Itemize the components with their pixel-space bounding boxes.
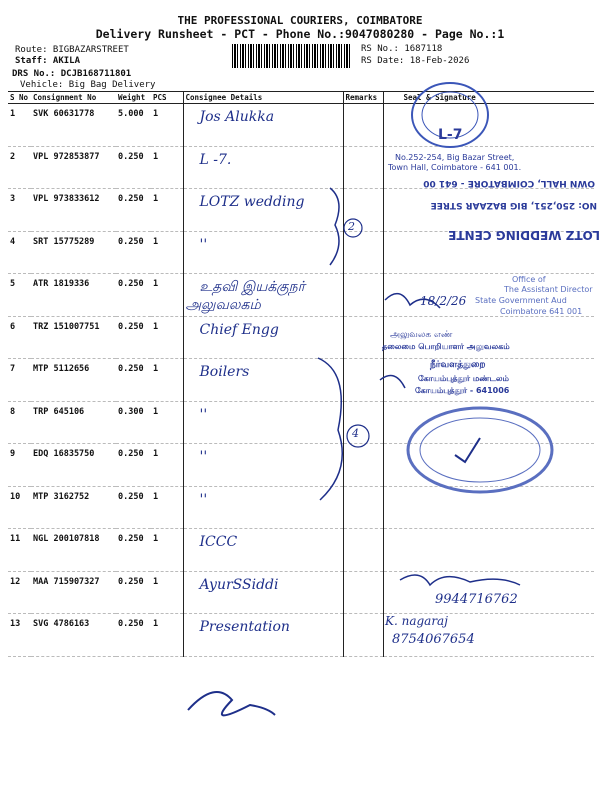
phone-row-12: 9944716762 [435, 592, 518, 607]
row-weight-text: 0.250 [118, 236, 144, 247]
row-sno-text: 2 [10, 151, 16, 162]
row-pcs-text: 1 [153, 449, 159, 459]
lotz-stamp-line1: LOTZ WEDDING CENTE [448, 228, 600, 242]
signature-row-7 [380, 376, 405, 389]
row-consignment-text: VPL 973833612 [33, 194, 100, 204]
row-consignee-text: L -7. [199, 151, 232, 168]
row-pcs-text: 1 [153, 534, 159, 544]
row-consignee-text: Boilers [199, 364, 250, 380]
staff-label: Staff: AKILA [15, 56, 81, 66]
col-consignee: Consignee Details [183, 92, 343, 104]
row-weight-text: 0.250 [118, 576, 144, 587]
lotz-stamp-line2: NO: 250,251, BIG BAZAAR STREE [430, 200, 597, 210]
row-sno-text: 7 [10, 364, 16, 374]
row-consignee-text: '' [199, 236, 208, 253]
row-consignment-text: MAA 715907327 [33, 576, 100, 587]
tick-mark [455, 438, 480, 462]
row-consignee-text: Chief Engg [199, 321, 279, 338]
row-weight-text: 0.250 [118, 491, 144, 502]
row-pcs-text: 1 [153, 279, 159, 289]
row-weight-text: 0.250 [118, 321, 144, 332]
signature-row-12 [400, 575, 520, 585]
row-consignment-text: MTP 5112656 [33, 364, 90, 374]
row-sno-text: 4 [10, 236, 16, 247]
row-sno-text: 12 [10, 576, 21, 587]
boiler-stamp-line2: கோயம்புத்தூர் மண்டலம் [418, 374, 509, 383]
vehicle-label: Vehicle: Big Bag Delivery [20, 80, 156, 90]
oval-seal-stamp [408, 408, 552, 492]
row-weight-text: 0.300 [118, 406, 144, 417]
row-sno-text: 3 [10, 194, 16, 204]
row-sno-text: 8 [10, 406, 16, 417]
row-consignee-text: '' [199, 449, 208, 465]
l7-stamp-logo: L-7 [438, 127, 463, 143]
row-sno-text: 9 [10, 449, 16, 459]
row-sno-text: 10 [10, 491, 21, 502]
row-consignee-text: AyurSSiddi [199, 576, 279, 593]
col-remarks: Remarks [343, 92, 383, 104]
company-title: THE PROFESSIONAL COURIERS, COIMBATORE [177, 14, 423, 27]
row-sno-text: 1 [10, 109, 16, 119]
col-weight: Weight [116, 92, 151, 104]
bracket-rows-7-10 [318, 358, 342, 500]
row-consignee-text: Jos Alukka [199, 109, 275, 125]
row-weight-text: 0.250 [118, 449, 144, 459]
boiler-stamp-line1: நீர்வளத்துறை [430, 360, 486, 370]
boiler-stamp-line3: கோயம்புத்தூர் - 641006 [415, 386, 510, 395]
row-weight-text: 5.000 [118, 109, 144, 119]
bottom-signature [188, 692, 275, 715]
row-consignment-text: ATR 1819336 [33, 279, 90, 289]
chief-stamp-line2: தலைமை பொறியாளர் அலுவலகம் [382, 342, 510, 351]
row-sno-text: 13 [10, 619, 21, 629]
row-pcs-text: 1 [153, 491, 159, 502]
row-consignee-text: '' [199, 406, 208, 423]
phone-row-13: 8754067654 [392, 632, 475, 647]
col-signature: Seal & Signature [383, 92, 594, 104]
row-pcs-text: 1 [153, 406, 159, 417]
row-consignment-text: VPL 972853877 [33, 151, 100, 162]
chief-stamp-line1: அலுவலக எண் [390, 330, 453, 340]
row-consignment-text: MTP 3162752 [33, 491, 90, 502]
row-pcs-text: 1 [153, 151, 159, 162]
l7-stamp-address2: Town Hall, Coimbatore - 641 001. [388, 163, 522, 172]
row-consignment-text: SVK 60631778 [33, 109, 95, 119]
row-weight-text: 0.250 [118, 194, 144, 204]
name-row-13: K. nagaraj [385, 614, 448, 628]
row-pcs-text: 1 [153, 109, 159, 119]
bracket-count-4: 4 [352, 427, 359, 440]
row-weight-text: 0.250 [118, 364, 144, 374]
row-consignment-text: TRP 645106 [33, 406, 85, 417]
bracket-rows-3-4 [330, 188, 339, 265]
office-stamp-line1: Office of [512, 275, 546, 284]
row-weight-text: 0.250 [118, 151, 144, 162]
route-label: Route: BIGBAZARSTREET [15, 45, 129, 55]
row-weight-text: 0.250 [118, 534, 144, 544]
l7-stamp-address1: No.252-254, Big Bazar Street, [395, 153, 515, 162]
row-weight-text: 0.250 [118, 279, 144, 289]
runsheet-subtitle: Delivery Runsheet - PCT - Phone No.:9047080280 - Page No.:1 [95, 27, 505, 41]
row-consignment-text: SVG 4786163 [33, 619, 90, 629]
office-stamp-line3: State Government Aud [475, 296, 567, 305]
row-consignee-text: '' [199, 491, 208, 508]
oval-seal-inner [420, 418, 540, 482]
row-consignment-text: TRZ 151007751 [33, 321, 100, 332]
row-consignee-text: ICCC [199, 534, 238, 550]
row-consignee-text: Presentation [199, 619, 290, 635]
row-consignment-text: NGL 200107818 [33, 534, 100, 544]
office-stamp-line2: The Assistant Director [504, 285, 593, 294]
row-weight-text: 0.250 [118, 619, 144, 629]
col-pcs: PCS [151, 92, 183, 104]
lotz-stamp-line3: OWN HALL, COIMBATORE - 641 00 [423, 178, 595, 188]
row-consignee-text: உதவி இயக்குநர் அலுவலகம் [185, 279, 305, 313]
row-sno-text: 5 [10, 279, 16, 289]
col-sno: S No [8, 92, 31, 104]
row-consignment-text: EDQ 16835750 [33, 449, 95, 459]
bracket-count-2: 2 [348, 220, 355, 233]
rs-number: RS No.: 1687118 [361, 44, 443, 54]
office-stamp-line4: Coimbatore 641 001 [500, 307, 583, 316]
row-consignment-text: SRT 15775289 [33, 236, 95, 247]
drs-number: DRS No.: DCJB168711801 [12, 69, 132, 79]
row-pcs-text: 1 [153, 619, 159, 629]
row-pcs-text: 1 [153, 321, 159, 332]
row-sno-text: 11 [10, 534, 21, 544]
row-pcs-text: 1 [153, 194, 159, 204]
row-sno-text: 6 [10, 321, 16, 332]
rs-date: RS Date: 18-Feb-2026 [361, 56, 470, 66]
row-pcs-text: 1 [153, 576, 159, 587]
row-pcs-text: 1 [153, 364, 159, 374]
signature-date: 18/2/26 [420, 294, 467, 308]
row-pcs-text: 1 [153, 236, 159, 247]
col-consignment: Consignment No [31, 92, 116, 104]
row-consignee-text: LOTZ wedding [199, 194, 305, 210]
